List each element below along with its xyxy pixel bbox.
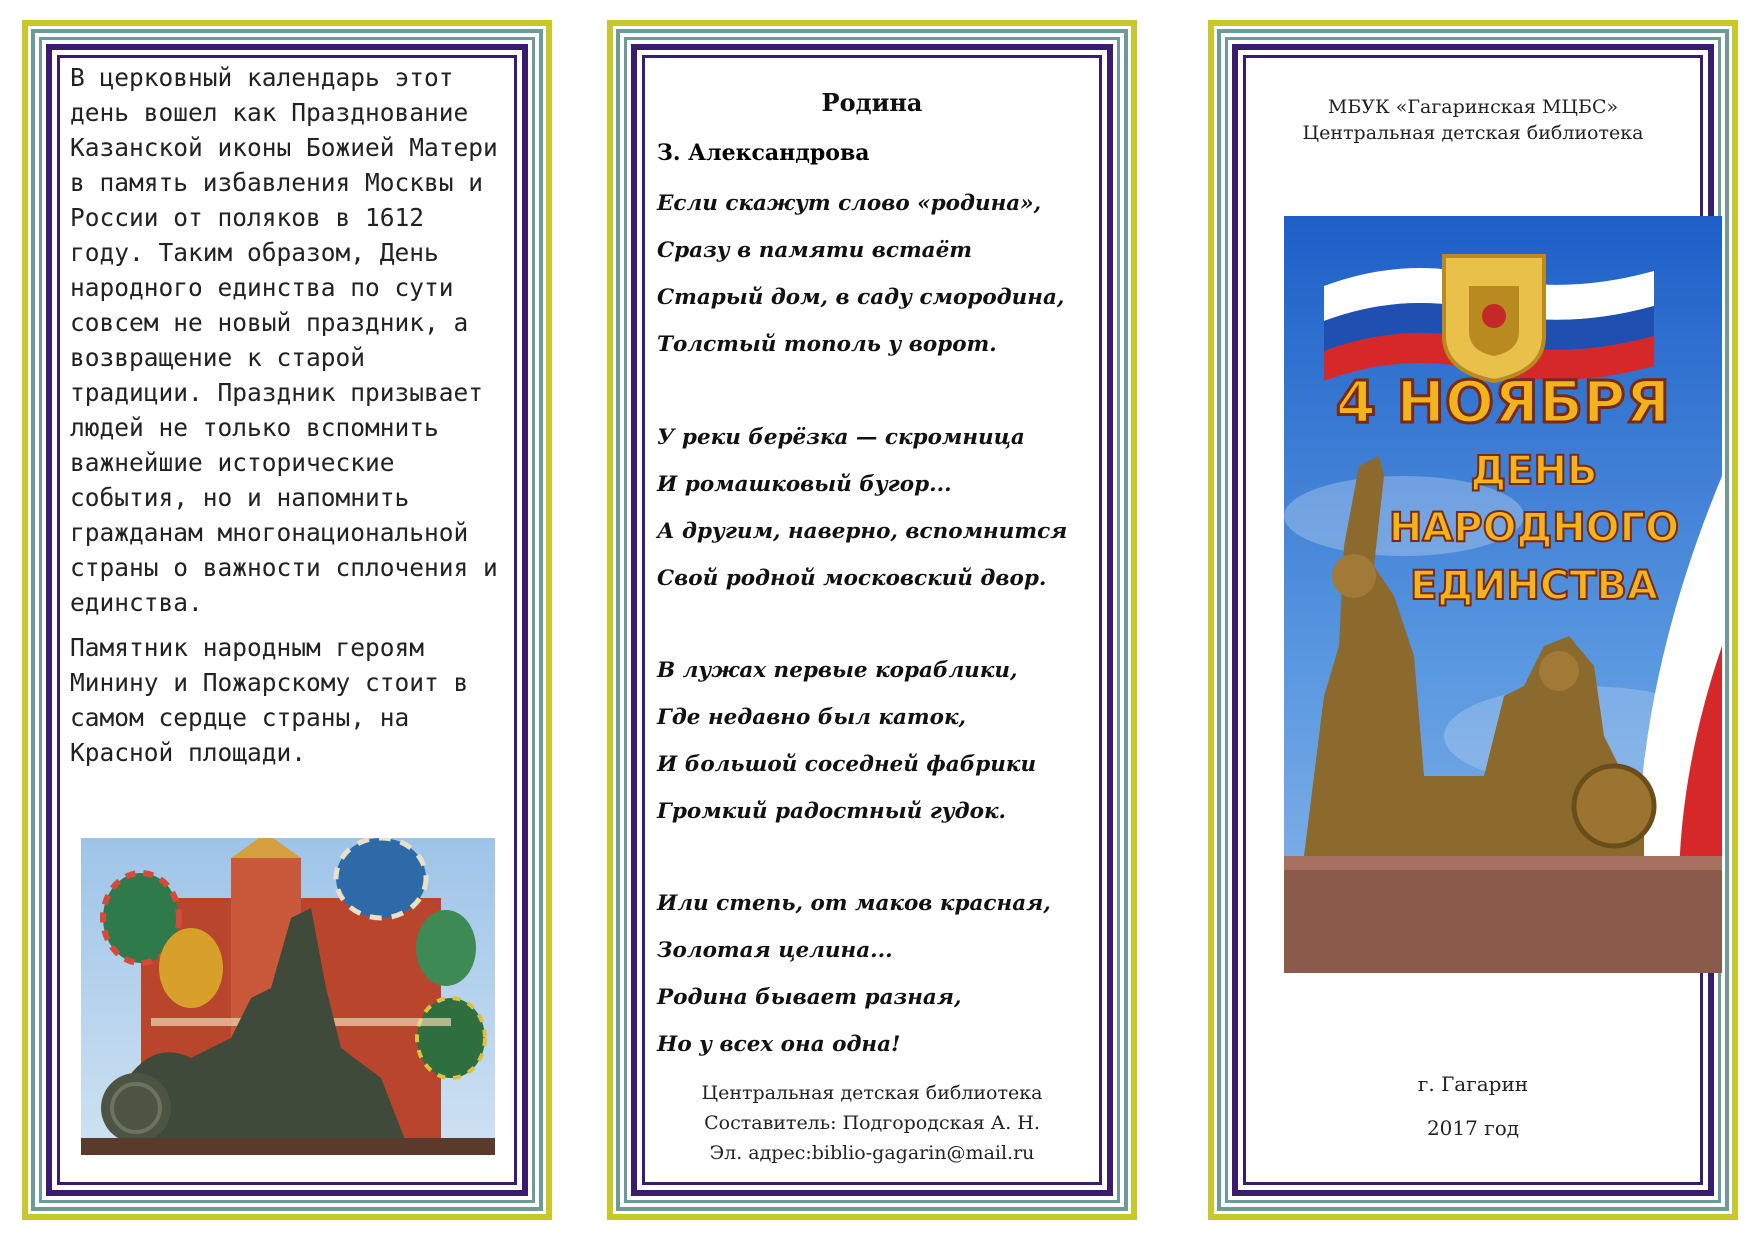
st-basils-monument-photo — [81, 838, 495, 1155]
right-panel — [1208, 20, 1738, 1220]
stanza-3 — [657, 647, 1036, 835]
poem-line: Родина бывает разная, — [657, 985, 962, 1010]
left-panel — [22, 20, 552, 1220]
paragraph: В церковный календарь этот день вошел как Празднование Казанской иконы Божией Матери в память избавления Москвы и России от поляков в 1612 году. Таким образом, День народного единства по сути совсем не новый праздник, а возвращение к старой традиции. Праздник призывает людей не только вспомнить важнейшие исторические события, но и напомнить гражданам многонациональной страны о важности сплочения и единства. — [70, 63, 498, 617]
poem-line: Где недавно был каток, — [657, 705, 967, 730]
poem-line: В лужах первые кораблики, — [657, 658, 1018, 683]
poem-title: Родина — [821, 88, 923, 117]
credits-author: Составитель: Подгородская А. Н. — [704, 1112, 1040, 1134]
poem-line: А другим, наверно, вспомнится — [657, 519, 1068, 544]
cover-content — [1252, 60, 1694, 1180]
poem-line: И большой соседней фабрики — [657, 752, 1037, 777]
stanza-1 — [657, 180, 1064, 368]
left-content — [66, 60, 508, 1180]
stanza-2 — [657, 414, 1067, 602]
poem-line: Золотая целина... — [657, 938, 893, 963]
poem-line: И ромашковый бугор... — [657, 472, 952, 497]
paragraph: Памятник народным героям Минину и Пожарскому стоит в самом сердце страны, на Красной площади. — [70, 633, 469, 767]
middle-panel — [607, 20, 1137, 1220]
unity-day-poster — [1284, 216, 1722, 973]
year: 2017 год — [1426, 1116, 1520, 1140]
poem-line: Сразу в памяти встаёт — [657, 238, 973, 263]
poem-line: Толстый тополь у ворот. — [657, 332, 997, 357]
history-text — [66, 60, 508, 770]
city: г. Гагарин — [1417, 1072, 1529, 1096]
poem-line: Громкий радостный гудок. — [657, 799, 1006, 824]
poster-line-national: НАРОДНОГО — [1388, 505, 1680, 551]
org-name: МБУК «Гагаринская МЦБС» — [1327, 96, 1619, 118]
poem-line: Свой родной московский двор. — [657, 566, 1047, 591]
poem-author: З. Александрова — [657, 140, 870, 166]
poem-line: Старый дом, в саду смородина, — [657, 285, 1065, 310]
poem-content — [651, 60, 1093, 1180]
poster-line-unity: ЕДИНСТВА — [1410, 563, 1658, 609]
credits — [651, 1078, 1093, 1168]
credits-library: Центральная детская библиотека — [701, 1082, 1043, 1104]
poster-line-day: ДЕНЬ — [1470, 448, 1598, 494]
credits-email: Эл. адрес:biblio-gagarin@mail.ru — [709, 1142, 1035, 1164]
poem-line: У реки берёзка — скромница — [657, 425, 1025, 450]
poem-line: Или степь, от маков красная, — [657, 891, 1051, 916]
organization — [1252, 94, 1694, 146]
poster-date: 4 НОЯБРЯ — [1335, 368, 1671, 436]
org-library: Центральная детская библиотека — [1302, 122, 1644, 144]
poem-line: Но у всех она одна! — [657, 1032, 901, 1057]
poem-line: Если скажут слово «родина», — [657, 191, 1042, 216]
stanza-4 — [657, 880, 1051, 1068]
